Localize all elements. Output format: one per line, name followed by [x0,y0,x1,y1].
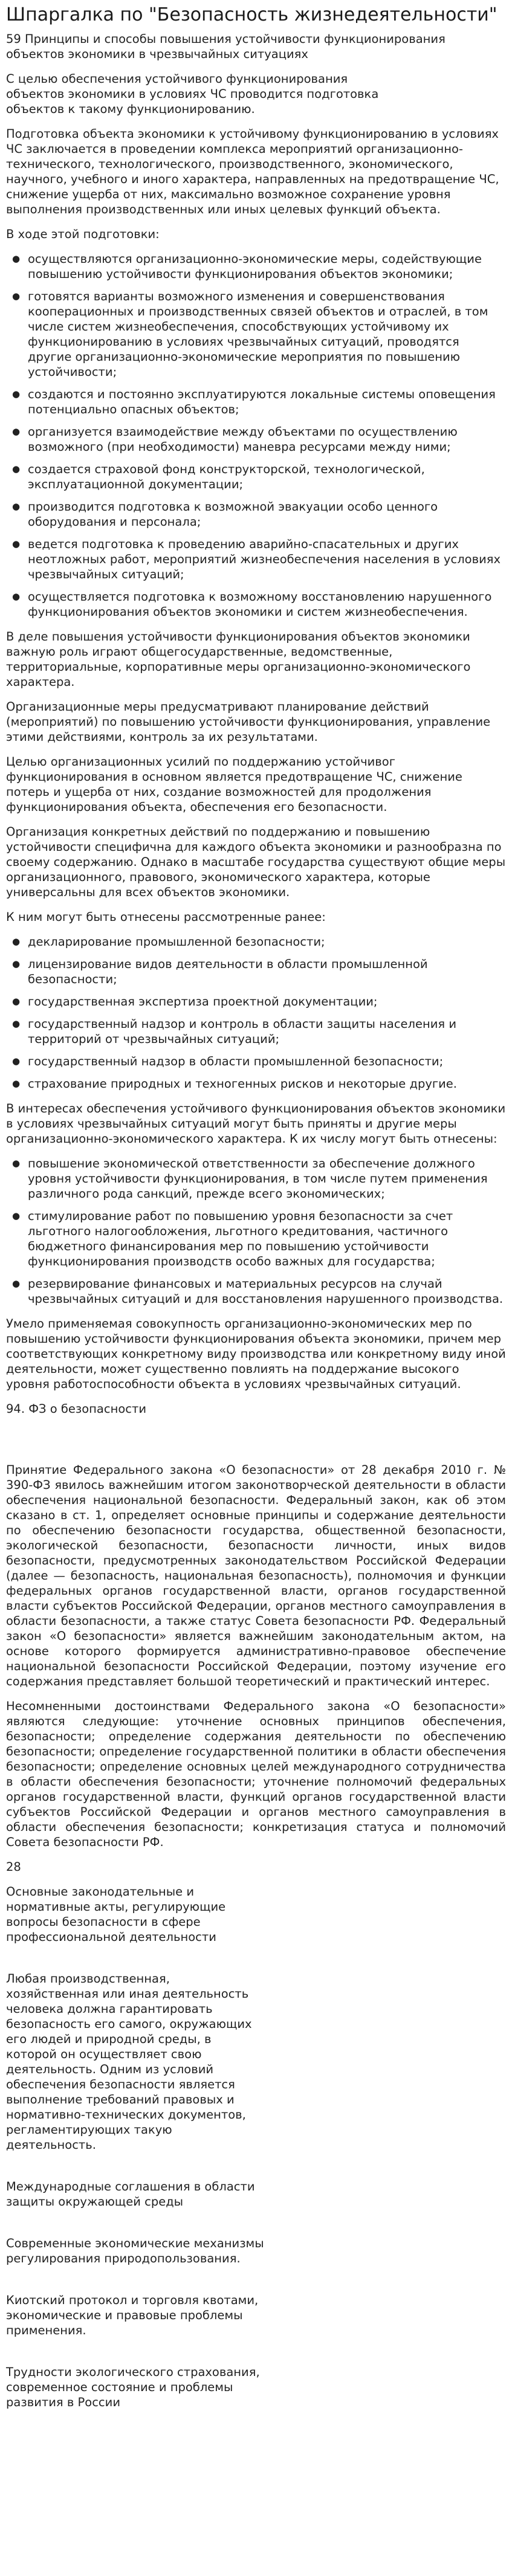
paragraph: Умело применяемая совокупность организационно-экономических мер по повышению устойчивости функционирования объекта экономики, причем мер соответствующих конкретному виду производства или конкретному виду иной деятельности, может существенно повлиять на поддержание высокого уровня работоспособности объекта в условиях чрезвычайных ситуаций. [6,1317,506,1391]
paragraph: Организация конкретных действий по поддержанию и повышению устойчивости специфична для каждого объекта экономики и разнообразна по своему содержанию. Однако в масштабе государства существуют общие меры организационного, правового, экономического характера, которые универсальны для всех объектов экономики. [6,825,506,899]
paragraph: Принятие Федерального закона «О безопасности» от 28 декабря 2010 г. № 390-ФЗ явилось важнейшим итогом законотворческой деятельности в области обеспечения национальной безопасности. Федеральный закон, как об этом сказано в ст. 1, определяет основные принципы и содержание деятельности по обеспечению безопасности государства, общественной безопасности, экологической безопасности, безопасности личности, иных видов безопасности, предусмотренных законодательством Российской Федерации (далее — безопасность, национальная безопасность), полномочия и функции федеральных органов государственной власти, органов государственной власти субъектов Российской Федерации, органов местного самоуправления в области безопасности, а также статус Совета безопасности РФ. Федеральный закон «О безопасности» является важнейшим законодательным актом, на основе которого формируется административно-правовое обеспечение национальной безопасности Российской Федерации, поэтому изучение его содержания представляет большой теоретический и практический интерес. [6,1463,506,1688]
list-item: ● создаются и постоянно эксплуатируются локальные системы оповещения потенциально опасных объектов; [28,387,506,417]
list-item: ● осуществляется подготовка к возможному восстановлению нарушенного функционирования объектов экономики и систем жизнеобеспечения. [28,589,506,619]
list-item: ● готовятся варианты возможного изменения и совершенствования кооперационных и производственных связей объектов и отраслей, в том числе систем жизнеобеспечения, способствующих устойчивому их функционированию в условиях чрезвычайных ситуаций, проводятся другие организационно-экономические мероприятия по повышению устойчивости; [28,289,506,379]
list-item: ● ведется подготовка к проведению аварийно-спасательных и других неотложных работ, мероприятий жизнеобеспечения населения в условиях чрезвычайных ситуаций; [28,537,506,582]
list-item: ● производится подготовка к возможной эвакуации особо ценного оборудования и персонала; [28,499,506,529]
paragraph: Любая производственная, хозяйственная или иная деятельность человека должна гарантировать безопасность его самого, окружающих его людей и природной среды, в которой он осуществляет свою деятельность. Одним из условий обеспечения безопасности является выполнение требований правовых и нормативно-технических документов, регламентирующих такую деятельность. [6,1972,252,2152]
list-item: ● государственный надзор в области промышленной безопасности; [28,1054,506,1069]
section-number: 28 [6,1860,21,1874]
section-heading-94: 94. ФЗ о безопасности [6,1402,147,1416]
list-item: ● резервирование финансовых и материальных ресурсов на случай чрезвычайных ситуаций и для восстановления нарушенного производства. [28,1276,506,1306]
spacer [6,1426,506,1462]
paragraph: Несомненными достоинствами Федерального закона «О безопасности» являются следующие: уточнение основных принципов обеспечения, безопасности; определение содержания деятельности по обеспечению безопасности; определение государственной политики в области обеспечения безопасности; определение основных целей международного сотрудничества в области обеспечения безопасности; уточнение полномочий федеральных органов государственной власти, функций органов государственной власти субъектов Российской Федерации и органов местного самоуправления в области обеспечения безопасности; конкретизация статуса и полномочий Совета безопасности РФ. [6,1699,506,1849]
bullet-list [6,1156,506,1306]
page-title: Шпаргалка по "Безопасность жизнедеятельности" [6,4,497,25]
paragraph: Киотский протокол и торговля квотами, экономические и правовые проблемы применения. [6,2293,259,2337]
bullet-list [6,934,506,1091]
paragraph: В ходе этой подготовки: [6,227,160,241]
list-item: ● осуществляются организационно-экономические меры, содействующие повышению устойчивости функционирования объектов экономики; [28,251,506,282]
bullet-list [6,251,506,619]
list-item: ● повышение экономической ответственности за обеспечение должного уровня устойчивости функционирования, в том числе путем применения различного рода санкций, прежде всего экономических; [28,1156,506,1201]
paragraph: К ним могут быть отнесены рассмотренные ранее: [6,910,326,924]
paragraph: С целью обеспечения устойчивого функционирования объектов экономики в условиях ЧС проводится подготовка объектов к такому функционированию. [6,72,379,116]
list-item: ● стимулирование работ по повышению уровня безопасности за счет льготного налогообложения, льготного кредитования, частичного бюджетного финансирования мер по повышению устойчивости функционирования производств особо важных для государства; [28,1209,506,1269]
list-item: ● организуется взаимодействие между объектами по осуществлению возможного (при необходимости) маневра ресурсами между ними; [28,424,506,454]
list-item: ● лицензирование видов деятельности в области промышленной безопасности; [28,957,506,987]
list-item: ● государственная экспертиза проектной документации; [28,994,506,1009]
list-item: ● государственный надзор и контроль в области защиты населения и территорий от чрезвычайных ситуаций; [28,1016,506,1047]
paragraph: В деле повышения устойчивости функционирования объектов экономики важную роль играют общегосударственные, ведомственные, территориальные, корпоративные меры организационно-экономического характера. [6,630,471,689]
paragraph: Современные экономические механизмы регулирования природопользования. [6,2236,264,2265]
paragraph: Международные соглашения в области защиты окружающей среды [6,2180,255,2209]
paragraph: Подготовка объекта экономики к устойчивому функционированию в условиях ЧС заключается в проведении комплекса мероприятий организационно-технического, технологического, производственного, экономического, научного, учебного и иного характера, направленных на предотвращение ЧС, снижение ущерба от них, максимально возможное сохранение уровня выполнения производственных или иных целевых функций объекта. [6,127,499,216]
paragraph: В интересах обеспечения устойчивого функционирования объектов экономики в условиях чрезвычайных ситуаций могут быть приняты и другие меры организационно-экономического характера. К их числу могут быть отнесены: [6,1102,506,1146]
paragraph: Целью организационных усилий по поддержанию устойчивог функционирования в основном является предотвращение ЧС, снижение потерь и ущерба от них, создание возможностей для продолжения функционирования объекта, обеспечения его безопасности. [6,755,462,814]
section-heading-59: 59 Принципы и способы повышения устойчивости функционирования объектов экономики в чрезвычайных ситуациях [6,32,446,61]
paragraph: Трудности экологического страхования, современное состояние и проблемы развития в России [6,2365,260,2409]
list-item: ● декларирование промышленной безопасности; [28,934,506,949]
list-item: ● страхование природных и техногенных рисков и некоторые другие. [28,1076,506,1091]
paragraph: Организационные меры предусматривают планирование действий (мероприятий) по повышению устойчивости функционирования, управление этими действиями, контроль за их результатами. [6,700,491,744]
list-item: ● создается страховой фонд конструкторской, технологической, эксплуатационной документации; [28,462,506,492]
section-heading-28: Основные законодательные и нормативные акты, регулирующие вопросы безопасности в сфере профессиональной деятельности [6,1885,226,1944]
